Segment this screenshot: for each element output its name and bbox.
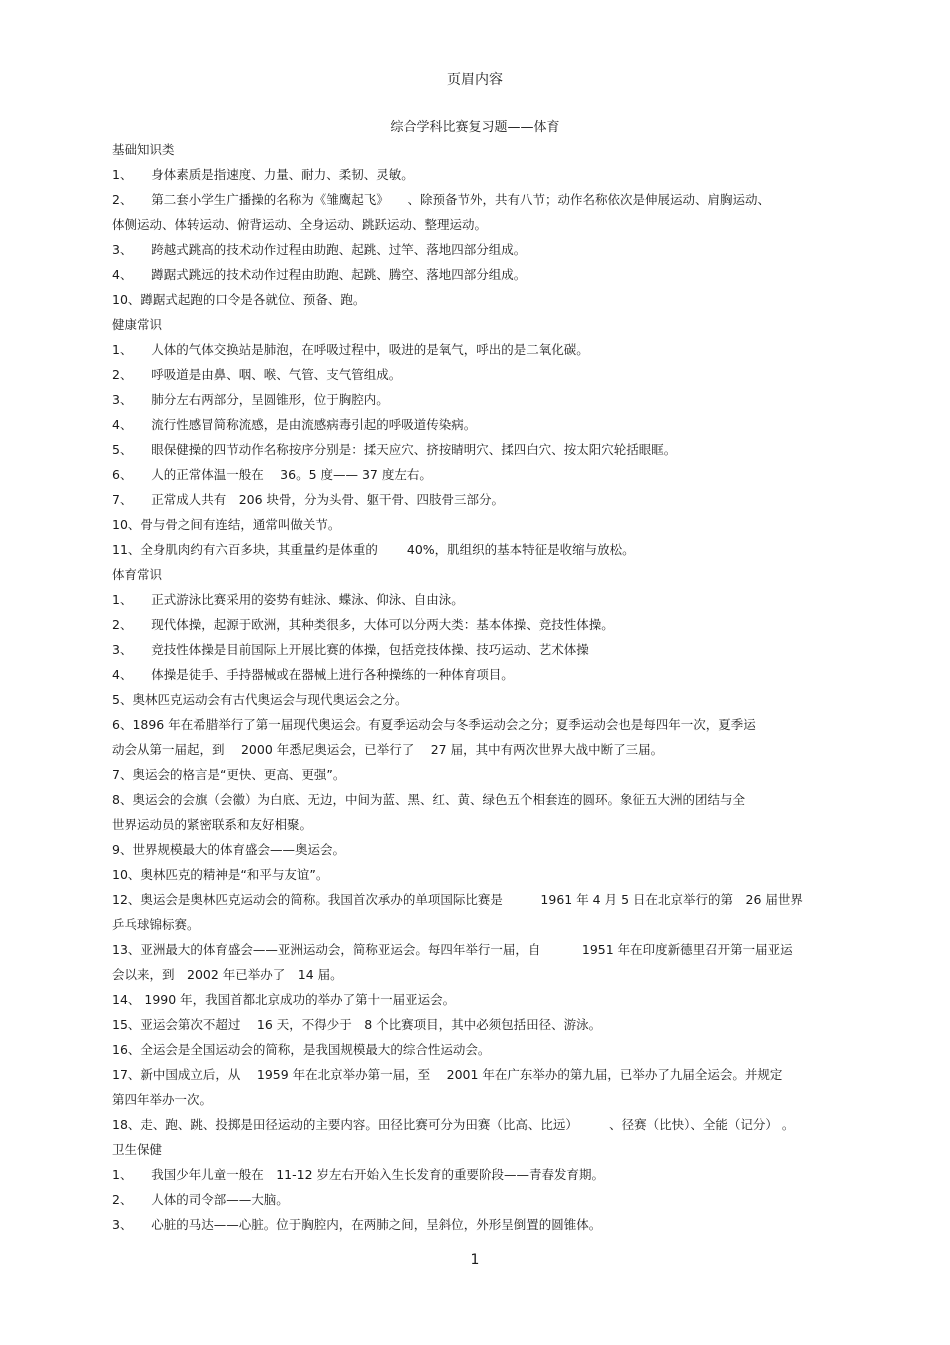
text-line: 4、 蹲踞式跳远的技术动作过程由助跑、起跳、腾空、落地四部分组成。 <box>112 267 527 282</box>
page-header: 页眉内容 <box>447 72 503 88</box>
text-line: 3、 肺分左右两部分，呈圆锥形，位于胸腔内。 <box>112 392 389 407</box>
text-line: 18、走、跑、跳、投掷是田径运动的主要内容。田径比赛可分为田赛（比高、比远） 、径赛（比快）、全能（记分） 。 <box>112 1117 795 1132</box>
text-line: 乒乓球锦标赛。 <box>112 917 200 932</box>
text-line: 1、 我国少年儿童一般在 11-12 岁左右开始入生长发育的重要阶段——青春发育期。 <box>112 1167 604 1182</box>
text-line: 10、骨与骨之间有连结，通常叫做关节。 <box>112 517 341 532</box>
section-heading: 健康常识 <box>112 317 163 332</box>
text-line: 14、 1990 年，我国首都北京成功的举办了第十一届亚运会。 <box>112 992 456 1007</box>
document-title: 综合学科比赛复习题——体育 <box>390 120 560 135</box>
text-line: 11、全身肌肉约有六百多块，其重量约是体重的 40%，肌组织的基本特征是收缩与放松。 <box>112 542 635 557</box>
text-line: 3、 心脏的马达——心脏。位于胸腔内，在两肺之间，呈斜位，外形呈倒置的圆锥体。 <box>112 1217 602 1232</box>
text-line: 第四年举办一次。 <box>112 1092 213 1107</box>
text-line: 17、新中国成立后，从 1959 年在北京举办第一届，至 2001 年在广东举办的第九届，已举办了九届全运会。并规定 <box>112 1067 783 1082</box>
text-line: 7、奥运会的格言是“更快、更高、更强”。 <box>112 767 346 782</box>
text-line: 10、奥林匹克的精神是“和平与友谊”。 <box>112 867 329 882</box>
text-line: 会以来，到 2002 年已举办了 14 届。 <box>112 967 343 982</box>
document-body <box>112 141 842 1241</box>
text-line: 1、 身体素质是指速度、力量、耐力、柔韧、灵敏。 <box>112 167 414 182</box>
text-line: 世界运动员的紧密联系和友好相聚。 <box>112 817 313 832</box>
section-heading: 基础知识类 <box>112 142 175 157</box>
text-line: 9、世界规模最大的体育盛会——奥运会。 <box>112 842 345 857</box>
text-line: 15、亚运会第次不超过 16 天，不得少于 8 个比赛项目，其中必须包括田径、游泳。 <box>112 1017 602 1032</box>
text-line: 10、蹲踞式起跑的口令是各就位、预备、跑。 <box>112 292 366 307</box>
section-heading: 卫生保健 <box>112 1142 163 1157</box>
text-line: 体侧运动、体转运动、俯背运动、全身运动、跳跃运动、整理运动。 <box>112 217 488 232</box>
text-line: 1、 人体的气体交换站是肺泡，在呼吸过程中，吸进的是氧气，呼出的是二氧化碳。 <box>112 342 589 357</box>
text-line: 2、 第二套小学生广播操的名称为《雏鹰起飞》 、除预备节外，共有八节；动作名称依次是伸展运动、肩胸运动、 <box>112 192 770 207</box>
text-line: 6、 人的正常体温一般在 36。5 度—— 37 度左右。 <box>112 467 432 482</box>
text-line: 6、1896 年在希腊举行了第一届现代奥运会。有夏季运动会与冬季运动会之分；夏季运动会也是每四年一次，夏季运 <box>112 717 756 732</box>
text-line: 4、 流行性感冒简称流感，是由流感病毒引起的呼吸道传染病。 <box>112 417 477 432</box>
text-line: 动会从第一届起，到 2000 年悉尼奥运会，已举行了 27 届，其中有两次世界大战中断了三届。 <box>112 742 664 757</box>
text-line: 2、 现代体操，起源于欧洲，其种类很多，大体可以分两大类：基本体操、竞技性体操。 <box>112 617 614 632</box>
text-line: 3、 跨越式跳高的技术动作过程由助跑、起跳、过竿、落地四部分组成。 <box>112 242 527 257</box>
section-heading: 体育常识 <box>112 567 163 582</box>
text-line: 7、 正常成人共有 206 块骨，分为头骨、躯干骨、四肢骨三部分。 <box>112 492 505 507</box>
text-line: 16、全运会是全国运动会的简称，是我国规模最大的综合性运动会。 <box>112 1042 491 1057</box>
text-line: 1、 正式游泳比赛采用的姿势有蛙泳、蝶泳、仰泳、自由泳。 <box>112 592 464 607</box>
text-line: 2、 人体的司令部——大脑。 <box>112 1192 289 1207</box>
text-line: 5、 眼保健操的四节动作名称按序分别是：揉天应穴、挤按睛明穴、揉四白穴、按太阳穴轮括眼眶。 <box>112 442 677 457</box>
text-line: 12、奥运会是奥林匹克运动会的简称。我国首次承办的单项国际比赛是 1961 年 4 月 5 日在北京举行的第 26 届世界 <box>112 892 803 907</box>
page-number: 1 <box>470 1252 480 1268</box>
text-line: 4、 体操是徒手、手持器械或在器械上进行各种操练的一种体育项目。 <box>112 667 514 682</box>
text-line: 13、亚洲最大的体育盛会——亚洲运动会，简称亚运会。每四年举行一届，自 1951 年在印度新德里召开第一届亚运 <box>112 942 793 957</box>
text-line: 8、奥运会的会旗（会徽）为白底、无边，中间为蓝、黑、红、黄、绿色五个相套连的圆环。象征五大洲的团结与全 <box>112 792 745 807</box>
text-line: 3、 竞技性体操是目前国际上开展比赛的体操，包括竞技体操、技巧运动、艺术体操 <box>112 642 589 657</box>
text-line: 5、奥林匹克运动会有古代奥运会与现代奥运会之分。 <box>112 692 408 707</box>
text-line: 2、 呼吸道是由鼻、咽、喉、气管、支气管组成。 <box>112 367 402 382</box>
